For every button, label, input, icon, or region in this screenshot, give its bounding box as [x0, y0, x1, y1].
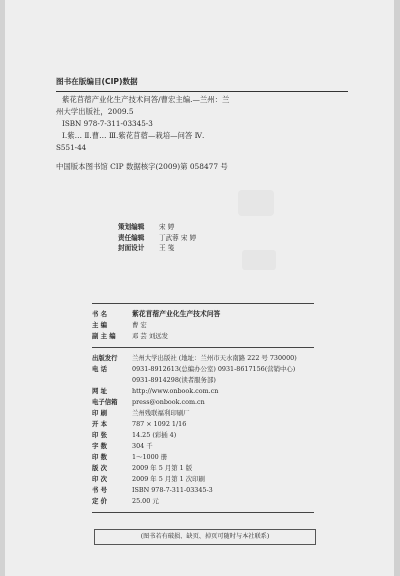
colophon-value: 兰州残联福利印刷厂: [132, 409, 190, 417]
cip-data-block: [56, 76, 356, 173]
colophon-row-phone: [92, 364, 352, 375]
colophon-label: 开 本: [92, 420, 108, 428]
colophon-value: 304 千: [132, 442, 153, 450]
website-link: http://www.onbook.com.cn: [132, 387, 219, 395]
colophon-value: 曹 宏: [132, 321, 147, 329]
colophon-row-printer: [92, 408, 352, 419]
page-left-edge: [0, 0, 5, 576]
show-through-mark: [242, 250, 276, 270]
colophon-row-publisher: [92, 353, 352, 364]
cip-isbn: ISBN 978-7-311-03345-3: [62, 119, 153, 128]
book-title: 紫花苜蓿产业化生产技术问答: [132, 310, 221, 318]
quality-notice: (图书若有破损、缺页、掉页可随时与本社联系): [140, 533, 270, 540]
colophon-label: 印 刷: [92, 409, 108, 417]
colophon-row-email: [92, 397, 352, 408]
colophon-row-bookno: [92, 485, 352, 496]
colophon-label: 电 话: [92, 365, 108, 373]
colophon-label: 印 次: [92, 475, 108, 483]
cip-class-number: S551-44: [56, 143, 87, 152]
colophon-label: 主 编: [92, 321, 108, 329]
colophon-bottom-rule: [92, 512, 314, 513]
staff-value: 丁武蓉 宋 婷: [159, 233, 197, 242]
colophon-value: 邓 芸 刘远发: [132, 332, 169, 340]
colophon-value: 兰州大学出版社 (地址：兰州市天水南路 222 号 730000): [132, 354, 297, 362]
colophon-value: 0931-8914298(读者服务部): [132, 376, 216, 384]
colophon-label: 网 址: [92, 387, 108, 395]
colophon-value: 2009 年 5 月第 1 版: [132, 464, 193, 472]
colophon-rule: [92, 347, 314, 348]
show-through-mark: [238, 190, 274, 216]
colophon-value: 25.00 元: [132, 497, 159, 505]
quality-notice-box: [94, 529, 316, 545]
colophon: [92, 298, 352, 518]
colophon-label: 书 号: [92, 486, 108, 494]
staff-row: [118, 243, 196, 254]
page-right-edge: [394, 0, 400, 576]
colophon-label: 副 主 编: [92, 332, 116, 340]
cip-heading: 图书在版编目(CIP)数据: [56, 77, 138, 86]
colophon-value: 14.25 (彩插 4): [132, 431, 177, 439]
staff-value: 宋 婷: [159, 223, 175, 231]
colophon-row-price: [92, 496, 352, 507]
colophon-value: 787 × 1092 1/16: [132, 420, 187, 428]
colophon-value: 0931-8912613(总编办公室) 0931-8617156(营销中心): [132, 365, 296, 373]
colophon-label: 定 价: [92, 497, 108, 505]
colophon-row-editor: [92, 320, 352, 331]
colophon-label: 字 数: [92, 442, 108, 450]
colophon-row-format: [92, 419, 352, 430]
cip-entry-line: 紫花苜蓿产业化生产技术问答/曹宏主编.—兰州：兰: [62, 95, 230, 104]
staff-label: 封面设计: [118, 244, 145, 253]
colophon-label: 印 数: [92, 453, 108, 461]
colophon-value: 2009 年 5 月第 1 次印刷: [132, 475, 205, 483]
colophon-row-phone-cont: [92, 375, 352, 386]
staff-credits: [118, 222, 196, 254]
staff-row: [118, 222, 196, 233]
colophon-label: 印 张: [92, 431, 108, 439]
staff-label: 策划编辑: [118, 223, 145, 231]
colophon-row-website: [92, 386, 352, 397]
colophon-row-copies: [92, 452, 352, 463]
colophon-row-edition: [92, 463, 352, 474]
colophon-row-words: [92, 441, 352, 452]
cip-entry-line: 州大学出版社，2009.5: [56, 107, 134, 116]
cip-rule: [56, 91, 348, 92]
staff-value: 王 笺: [159, 244, 175, 253]
colophon-row-impression: [92, 474, 352, 485]
colophon-top-rule: [92, 303, 314, 304]
staff-label: 责任编辑: [118, 233, 145, 242]
colophon-row-deputy: [92, 331, 352, 342]
colophon-value: 1～1000 册: [132, 453, 168, 461]
colophon-value: ISBN 978-7-311-03345-3: [132, 486, 213, 494]
colophon-label: 出版发行: [92, 354, 118, 362]
colophon-label: 书 名: [92, 310, 108, 318]
cip-classification: Ⅰ.紫… Ⅱ.曹… Ⅲ.紫花苜蓿—栽培—问答 Ⅳ.: [62, 131, 205, 140]
colophon-row-sheets: [92, 430, 352, 441]
staff-row: [118, 233, 196, 244]
colophon-row-title: [92, 309, 352, 320]
colophon-label: 版 次: [92, 464, 108, 472]
email-address: press@onbook.com.cn: [132, 398, 205, 406]
colophon-label: 电子信箱: [92, 398, 118, 406]
cip-cn-record: 中国版本图书馆 CIP 数据核字(2009)第 058477 号: [56, 162, 228, 171]
